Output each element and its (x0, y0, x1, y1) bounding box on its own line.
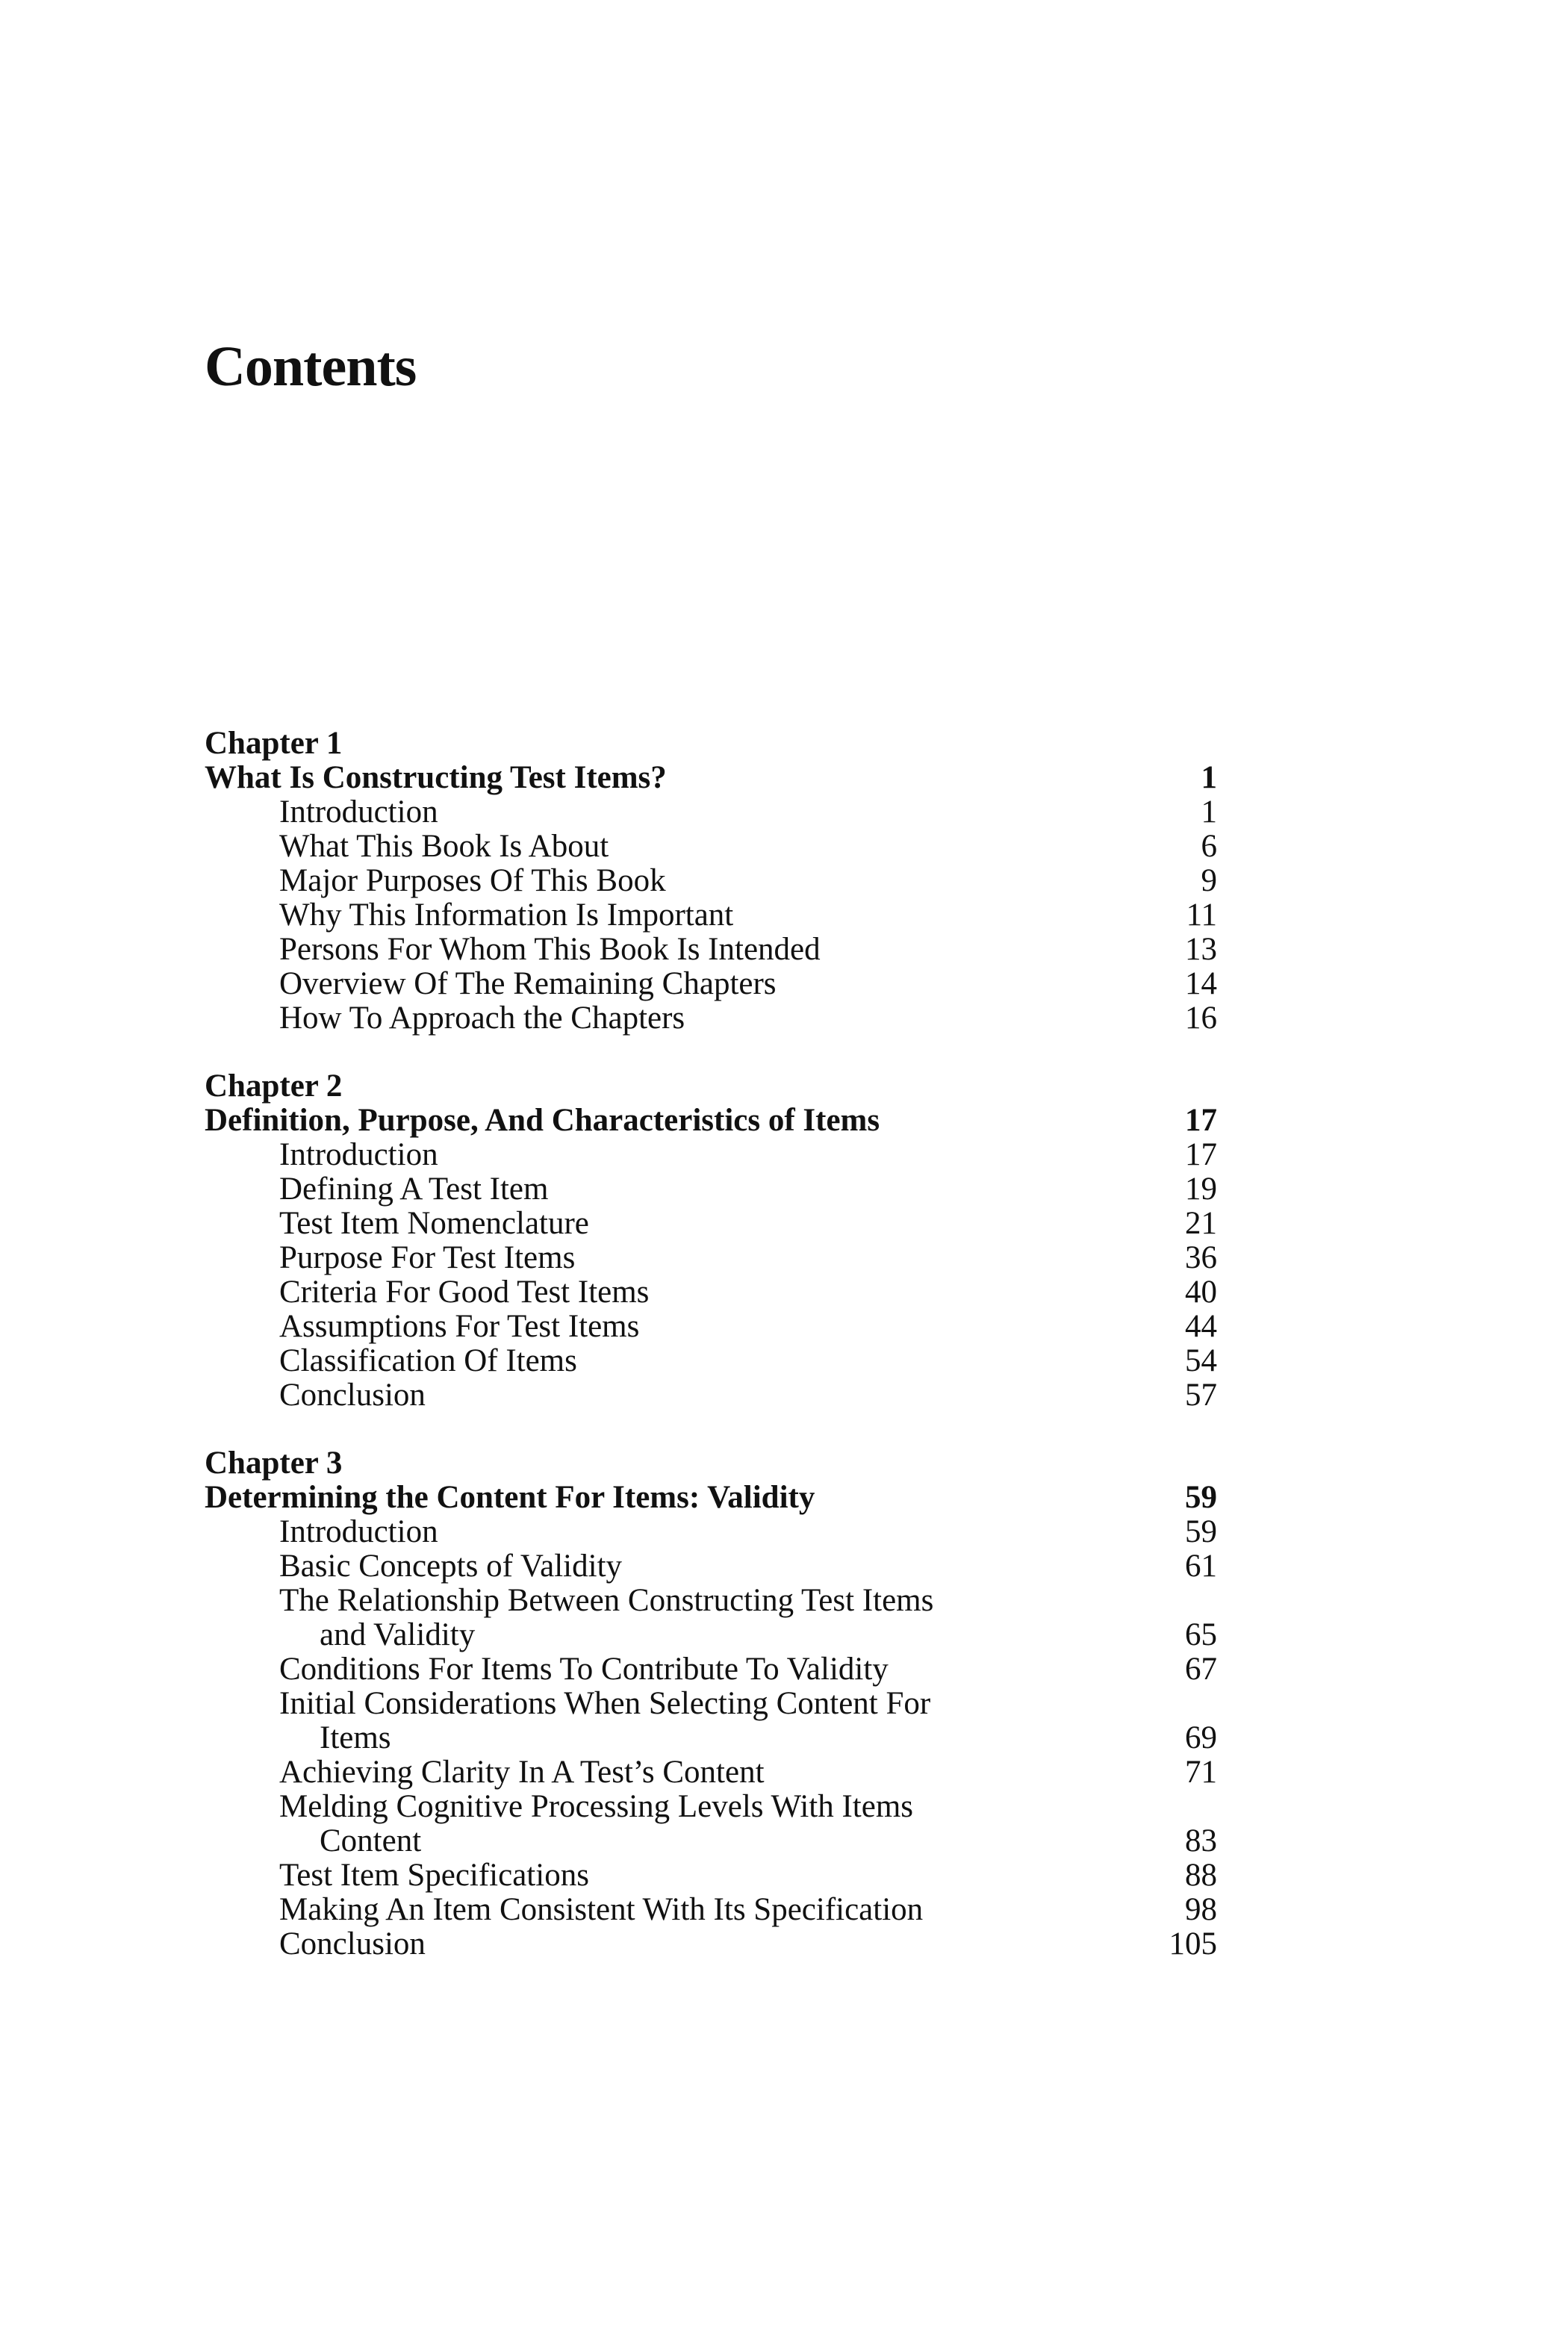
chapter-page-number: 1 (1201, 760, 1217, 795)
toc-entry-page-number: 36 (1185, 1240, 1217, 1275)
toc-entry-page-number: 14 (1185, 966, 1217, 1001)
toc-entry-title-continuation: Content (320, 1823, 422, 1858)
toc-entry-title: Melding Cognitive Processing Levels With Items (279, 1789, 914, 1824)
toc-entry-title: How To Approach the Chapters (279, 1001, 685, 1036)
toc-entry-page-number: 61 (1185, 1549, 1217, 1584)
chapter-title: Determining the Content For Items: Validity (205, 1480, 815, 1515)
toc-entry[interactable] (205, 933, 1217, 967)
chapter-title-row[interactable] (205, 1104, 1217, 1138)
toc-entry[interactable] (205, 1549, 1217, 1584)
toc-entry-page-number: 69 (1185, 1720, 1217, 1755)
chapter-label: Chapter 3 (205, 1446, 343, 1481)
toc-entry[interactable] (205, 1344, 1217, 1378)
toc-entry-title: Classification Of Items (279, 1343, 577, 1378)
page-title: Contents (205, 335, 417, 398)
toc-entry-page-number: 67 (1185, 1652, 1217, 1687)
toc-entry[interactable] (205, 1893, 1217, 1927)
toc-entry-title-continuation: Items (320, 1720, 391, 1755)
toc-entry-page-number: 21 (1185, 1206, 1217, 1241)
toc-entry-title: Conclusion (279, 1926, 426, 1961)
toc-entry[interactable] (205, 1652, 1217, 1687)
toc-entry[interactable] (205, 1687, 1217, 1755)
toc-entry-title: Introduction (279, 1137, 438, 1172)
toc-entry[interactable] (205, 1241, 1217, 1275)
toc-entry[interactable] (205, 1138, 1217, 1172)
toc-entry-title: Introduction (279, 794, 438, 830)
chapter-label: Chapter 2 (205, 1068, 343, 1104)
chapter-label: Chapter 1 (205, 726, 343, 761)
toc-entry-title: Purpose For Test Items (279, 1240, 576, 1275)
toc-entry-page-number: 9 (1201, 863, 1217, 898)
toc-entry-page-number: 105 (1169, 1926, 1217, 1961)
toc-entry[interactable] (205, 1275, 1217, 1310)
toc-entry-page-number: 83 (1185, 1823, 1217, 1858)
toc-entry[interactable] (205, 1927, 1217, 1961)
toc-entry[interactable] (205, 1001, 1217, 1036)
toc-entry[interactable] (205, 1584, 1217, 1652)
toc-entry[interactable] (205, 1755, 1217, 1790)
toc-entry-title: What This Book Is About (279, 829, 609, 864)
toc-entry-page-number: 59 (1185, 1514, 1217, 1549)
toc-entry-title: Major Purposes Of This Book (279, 863, 666, 898)
toc-entry-title: Initial Considerations When Selecting Content For (279, 1686, 931, 1721)
toc-entry-title: Introduction (279, 1514, 438, 1549)
toc-entry[interactable] (205, 1172, 1217, 1207)
toc-entry-page-number: 13 (1185, 932, 1217, 967)
toc-entry-title: Conclusion (279, 1378, 426, 1413)
toc-entry-title: Achieving Clarity In A Test’s Content (279, 1755, 765, 1790)
toc-entry[interactable] (205, 1310, 1217, 1344)
chapter-page-number: 59 (1185, 1480, 1217, 1515)
toc-entry-page-number: 1 (1201, 794, 1217, 830)
toc-entry-title: The Relationship Between Constructing Test Items (279, 1583, 934, 1618)
toc-entry[interactable] (205, 1858, 1217, 1893)
toc-entry-title: Making An Item Consistent With Its Specification (279, 1892, 924, 1927)
toc-entry-page-number: 88 (1185, 1858, 1217, 1893)
chapter-title: What Is Constructing Test Items? (205, 760, 667, 795)
chapter-2 (205, 1069, 1217, 1413)
chapter-title-row[interactable] (205, 1481, 1217, 1515)
toc-entry[interactable] (205, 795, 1217, 830)
table-of-contents (205, 727, 1217, 1995)
toc-entry[interactable] (205, 1790, 1217, 1858)
toc-entry-title: Test Item Specifications (279, 1858, 589, 1893)
toc-entry[interactable] (205, 898, 1217, 933)
toc-entry-page-number: 71 (1185, 1755, 1217, 1790)
toc-entry-page-number: 19 (1185, 1172, 1217, 1207)
toc-entry-title: Assumptions For Test Items (279, 1309, 640, 1344)
toc-entry[interactable] (205, 1207, 1217, 1241)
toc-entry-page-number: 17 (1185, 1137, 1217, 1172)
toc-entry-page-number: 57 (1185, 1378, 1217, 1413)
toc-entry-title: Defining A Test Item (279, 1172, 549, 1207)
toc-entry-title: Criteria For Good Test Items (279, 1275, 650, 1310)
toc-entry[interactable] (205, 967, 1217, 1001)
toc-entry-page-number: 65 (1185, 1617, 1217, 1652)
toc-entry-page-number: 11 (1186, 897, 1217, 933)
chapter-title: Definition, Purpose, And Characteristics of Items (205, 1103, 880, 1138)
toc-entry[interactable] (205, 1515, 1217, 1549)
toc-entry-title: Basic Concepts of Validity (279, 1549, 623, 1584)
toc-entry-page-number: 54 (1185, 1343, 1217, 1378)
toc-entry-title: Why This Information Is Important (279, 897, 734, 933)
chapter-page-number: 17 (1185, 1103, 1217, 1138)
toc-entry[interactable] (205, 1378, 1217, 1413)
toc-entry-page-number: 16 (1185, 1001, 1217, 1036)
toc-entry-title-continuation: and Validity (320, 1617, 476, 1652)
toc-entry-page-number: 44 (1185, 1309, 1217, 1344)
toc-entry-title: Overview Of The Remaining Chapters (279, 966, 777, 1001)
toc-entry-title: Conditions For Items To Contribute To Validity (279, 1652, 889, 1687)
toc-entry-page-number: 40 (1185, 1275, 1217, 1310)
chapter-3 (205, 1446, 1217, 1961)
chapter-title-row[interactable] (205, 761, 1217, 795)
toc-entry-page-number: 6 (1201, 829, 1217, 864)
toc-entry[interactable] (205, 864, 1217, 898)
chapter-1 (205, 727, 1217, 1036)
toc-entry-title: Persons For Whom This Book Is Intended (279, 932, 821, 967)
toc-entry-page-number: 98 (1185, 1892, 1217, 1927)
toc-entry-title: Test Item Nomenclature (279, 1206, 589, 1241)
toc-entry[interactable] (205, 830, 1217, 864)
